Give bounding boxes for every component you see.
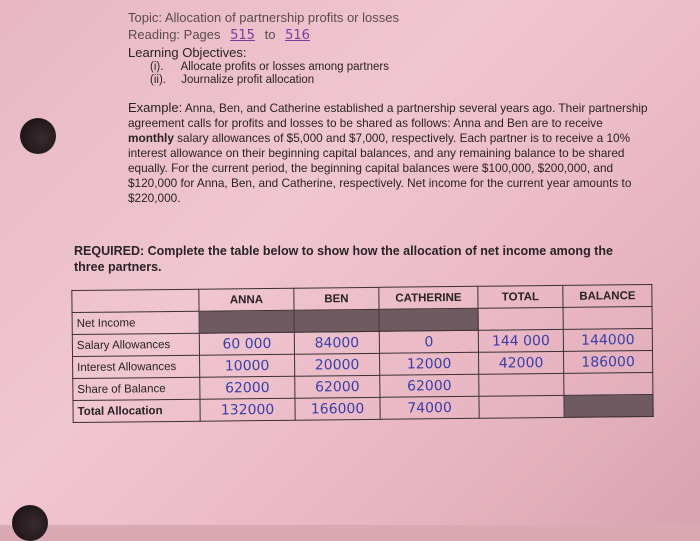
table-header: [72, 289, 199, 312]
table-row: [73, 394, 653, 422]
handwritten-cell: 62000: [200, 376, 295, 399]
shaded-cell: [379, 308, 478, 331]
table-cell: [564, 372, 653, 395]
allocation-table: [71, 284, 653, 423]
required-instruction: REQUIRED: Complete the table below to show how the allocation of net income among the three partners.: [74, 244, 613, 274]
reading-to: 516: [285, 28, 310, 43]
table-header: BEN: [294, 287, 379, 310]
row-label: Interest Allowances: [73, 355, 200, 378]
reading-line: Reading: Pages 515 to 516: [128, 27, 648, 43]
row-label: Share of Balance: [73, 377, 200, 400]
shaded-cell: [294, 309, 379, 332]
binder-hole: [20, 118, 56, 154]
handwritten-cell: 186000: [563, 350, 652, 373]
row-label: Net Income: [72, 311, 199, 334]
handwritten-cell: 62000: [380, 374, 479, 397]
reading-from: 515: [230, 28, 255, 43]
table-header: BALANCE: [563, 284, 652, 307]
binder-hole: [12, 505, 48, 541]
table-header: ANNA: [199, 288, 294, 311]
handwritten-cell: 144 000: [478, 329, 563, 352]
table-cell: [479, 373, 564, 396]
row-label: Salary Allowances: [72, 333, 199, 356]
worksheet-header: [128, 6, 648, 206]
handwritten-cell: 166000: [295, 397, 380, 420]
example-paragraph: Example: Anna, Ben, and Catherine established a partnership several years ago. Their partnership agreement calls for profits and losses to be shared as follows: Anna and Ben are to receive monthly salary allowances of $5,000 and $7,000, respectively. Each partner is to receive a 10% interest allowance on their beginning capital balances, and any remaining balance to be shared equally. For the current period, the beginning capital balances were $100,000, $200,000, and $120,000 for Anna, Ben, and Catherine, respectively. Net income for the current year amounts to $220,000.: [128, 100, 648, 205]
handwritten-cell: 42000: [478, 351, 563, 374]
handwritten-cell: 12000: [379, 352, 478, 375]
shaded-cell: [199, 310, 294, 333]
handwritten-cell: 74000: [380, 396, 479, 419]
objective-item: (ii). Journalize profit allocation: [150, 74, 315, 86]
table-header: CATHERINE: [379, 286, 478, 309]
handwritten-cell: 20000: [295, 353, 380, 376]
row-label: Total Allocation: [73, 399, 200, 422]
shaded-cell: [564, 394, 653, 417]
handwritten-cell: 60 000: [199, 332, 294, 355]
handwritten-cell: 0: [379, 330, 478, 353]
table-cell: [563, 306, 652, 329]
table-cell: [478, 307, 563, 330]
handwritten-cell: 10000: [200, 354, 295, 377]
objective-item: (i). Allocate profits or losses among partners: [150, 61, 389, 73]
objectives-title: Learning Objectives:: [128, 45, 247, 60]
table-cell: [479, 395, 564, 418]
handwritten-cell: 132000: [200, 398, 295, 421]
handwritten-cell: 62000: [295, 375, 380, 398]
handwritten-cell: 144000: [563, 328, 652, 351]
handwritten-cell: 84000: [294, 331, 379, 354]
topic-line: Topic: Allocation of partnership profits or losses: [128, 10, 399, 25]
table-header: TOTAL: [478, 285, 563, 308]
